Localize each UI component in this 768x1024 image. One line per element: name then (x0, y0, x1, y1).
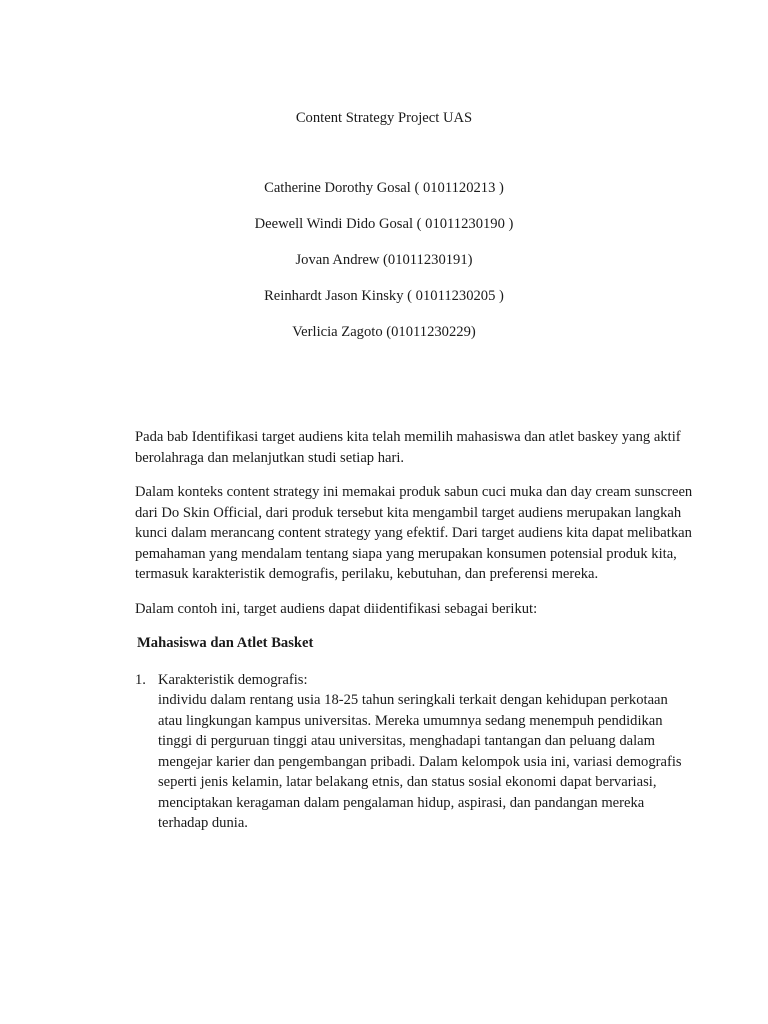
list-item-number: 1. (135, 671, 146, 688)
context-paragraph: Dalam konteks content strategy ini memakai produk sabun cuci muka dan day cream sunscreen dari Do Skin Official, dari produk tersebut kita mengambil target audiens merupakan langkah kunci dalam merancang content strategy yang efektif. Dari target audiens kita dapat melibatkan pemahaman yang mendalam tentang siapa yang merupakan konsumen potensial produk kita, termasuk karakteristik demografis, perilaku, kebutuhan, dan preferensi mereka. (135, 484, 693, 582)
list-item (135, 670, 695, 834)
section-heading: Mahasiswa dan Atlet Basket (137, 635, 314, 651)
author-name: Catherine Dorothy Gosal ( 0101120213 ) (264, 180, 504, 196)
example-paragraph: Dalam contoh ini, target audiens dapat diidentifikasi sebagai berikut: (135, 600, 538, 617)
list-item-content (158, 670, 695, 834)
author-list (0, 178, 768, 358)
author-name: Reinhardt Jason Kinsky ( 01011230205 ) (264, 288, 504, 304)
list-item-heading: Karakteristik demografis: (158, 671, 308, 688)
list-item-text: individu dalam rentang usia 18-25 tahun seringkali terkait dengan kehidupan perkotaan atau lingkungan kampus universitas. Mereka umumnya sedang menempuh pendidikan tinggi di perguruan tinggi atau universitas, menghadapi tantangan dan peluang dalam mengejar karier dan pengembangan pribadi. Dalam kelompok usia ini, variasi demografis seperti jenis kelamin, latar belakang etnis, dan status sosial ekonomi dapat bervariasi, menciptakan keragaman dalam pengalaman hidup, aspirasi, dan pandangan mereka terhadap dunia. (158, 692, 682, 831)
document-body (135, 427, 695, 834)
author-name: Deewell Windi Dido Gosal ( 01011230190 ) (254, 216, 514, 232)
author-name: Verlicia Zagoto (01011230229) (292, 324, 476, 340)
document-title: Content Strategy Project UAS (295, 110, 473, 126)
author-name: Jovan Andrew (01011230191) (295, 252, 473, 268)
intro-paragraph: Pada bab Identifikasi target audiens kita telah memilih mahasiswa dan atlet baskey yang aktif berolahraga dan melanjutkan studi setiap hari. (135, 429, 681, 466)
